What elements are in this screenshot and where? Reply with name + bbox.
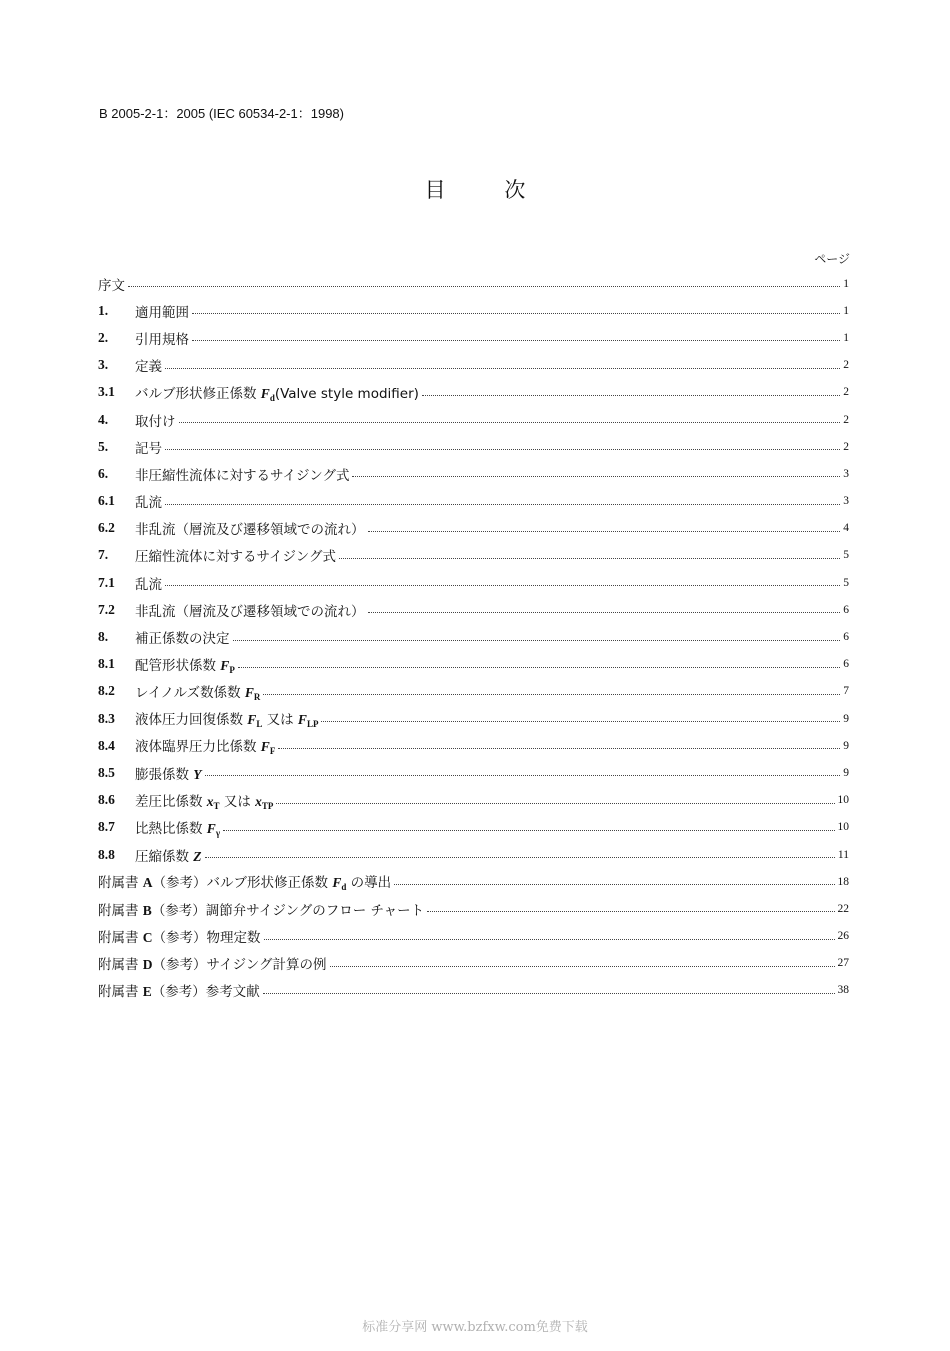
- dot-leader: [165, 585, 840, 586]
- toc-entry-text: バルブ形状修正係数: [135, 385, 261, 402]
- toc-entry[interactable]: [98, 297, 849, 324]
- toc-page-number: 1: [843, 277, 849, 290]
- toc-entry[interactable]: [98, 705, 849, 732]
- toc-entry[interactable]: [98, 542, 849, 569]
- dot-leader: [278, 748, 840, 749]
- toc-entry-title: [135, 845, 202, 865]
- watermark-footer: 标准分享网 www.bzfxw.com免费下载: [362, 1320, 588, 1335]
- annex-letter: B: [142, 902, 152, 918]
- toc-entry-text: 非乱流（層流及び遷移領域での流れ）: [135, 603, 365, 620]
- toc-entry-number: 7.: [98, 547, 109, 563]
- toc-page-number: 2: [843, 359, 849, 372]
- toc-entry[interactable]: [98, 433, 849, 460]
- toc-entry-title: [135, 545, 336, 565]
- dot-leader: [330, 966, 835, 967]
- toc-entry[interactable]: [98, 488, 849, 515]
- dot-leader: [368, 531, 841, 532]
- toc-page-number: 3: [843, 495, 849, 508]
- annex-letter: E: [142, 984, 152, 1000]
- math-subscript: P: [229, 664, 235, 675]
- toc-entry[interactable]: [98, 324, 849, 351]
- toc-entry-title: [135, 763, 202, 783]
- toc-entry[interactable]: [98, 515, 849, 542]
- toc-entry[interactable]: [98, 787, 849, 814]
- toc-page-number: 38: [837, 984, 849, 997]
- dot-leader: [192, 340, 840, 341]
- toc-entry-text: 乱流: [135, 576, 162, 593]
- toc-entry-title: [98, 274, 125, 294]
- dot-leader: [165, 368, 840, 369]
- math-subscript: γ: [215, 827, 221, 838]
- toc-page-number: 1: [843, 304, 849, 317]
- toc-entry-number: 8.8: [98, 846, 115, 862]
- toc-entry-text: レイノルズ数係数: [135, 684, 245, 701]
- toc-entry-number: 8.2: [98, 683, 115, 699]
- toc-entry[interactable]: [98, 977, 849, 1004]
- dot-leader: [394, 884, 834, 885]
- toc-entry-number: 8.7: [98, 819, 115, 835]
- math-subscript: d: [341, 882, 347, 893]
- toc-entry-text: 序文: [98, 277, 125, 294]
- toc-entry-number: 6.: [98, 465, 109, 481]
- dot-leader: [238, 667, 840, 668]
- toc-page-number: 9: [843, 766, 849, 779]
- toc-page-number: 22: [837, 902, 849, 915]
- toc-entry-title: [135, 627, 230, 647]
- toc-entry-text: 配管形状係数: [135, 657, 221, 674]
- math-subscript: LP: [306, 719, 319, 730]
- toc-page-number: 6: [843, 603, 849, 616]
- toc-page-number: 11: [837, 848, 849, 861]
- toc-entry-text: 適用範囲: [135, 304, 189, 321]
- toc-entry-title: [135, 437, 162, 457]
- math-subscript: TP: [261, 800, 274, 811]
- toc-entry[interactable]: [98, 379, 849, 406]
- toc-entry-text: 記号: [135, 440, 162, 457]
- toc-entry-text: 又は: [262, 712, 298, 729]
- math-symbol: F: [206, 820, 216, 836]
- toc-page-number: 2: [843, 440, 849, 453]
- toc-entry-title: [98, 899, 424, 919]
- toc-entry[interactable]: [98, 623, 849, 650]
- toc-entry-text: 附属書: [98, 902, 143, 919]
- toc-entry-title: [98, 980, 260, 1000]
- dot-leader: [128, 286, 840, 287]
- toc-page-number: 2: [843, 386, 849, 399]
- table-of-contents: [98, 270, 849, 1004]
- math-subscript: R: [253, 691, 261, 702]
- dot-leader: [339, 558, 840, 559]
- toc-entry-text: 膨張係数: [135, 766, 194, 783]
- toc-entry-title: [98, 926, 261, 946]
- toc-entry[interactable]: [98, 868, 849, 895]
- toc-entry-number: 2.: [98, 329, 109, 345]
- toc-entry-title: [135, 790, 273, 811]
- toc-entry-text: 引用規格: [135, 331, 189, 348]
- math-symbol: F: [297, 712, 307, 728]
- toc-page-number: 10: [837, 794, 849, 807]
- toc-entry[interactable]: [98, 569, 849, 596]
- toc-entry-title: [135, 573, 162, 593]
- toc-entry-number: 8.3: [98, 710, 115, 726]
- toc-page-number: 2: [843, 413, 849, 426]
- toc-entry[interactable]: [98, 596, 849, 623]
- toc-entry-number: 4.: [98, 411, 109, 427]
- math-subscript: d: [269, 392, 275, 403]
- dot-leader: [263, 993, 835, 994]
- toc-entry-title: [98, 871, 391, 892]
- page-column-label: ページ: [814, 252, 850, 266]
- math-subscript: L: [256, 719, 263, 730]
- toc-entry-number: 5.: [98, 438, 109, 454]
- toc-entry-text: 定義: [135, 359, 162, 376]
- toc-entry-title: [135, 355, 162, 375]
- math-symbol: F: [247, 712, 257, 728]
- toc-entry-title: [135, 301, 189, 321]
- toc-entry-title: [135, 817, 220, 838]
- toc-entry-text: 乱流: [135, 495, 162, 512]
- math-symbol: F: [332, 875, 342, 891]
- toc-entry-title: [135, 464, 349, 484]
- toc-entry-number: 3.: [98, 357, 109, 373]
- toc-entry[interactable]: [98, 352, 849, 379]
- math-symbol: Z: [193, 848, 202, 864]
- toc-entry-text: 非乱流（層流及び遷移領域での流れ）: [135, 522, 365, 539]
- math-subscript: F: [269, 746, 276, 757]
- document-header: B 2005-2-1：2005 (IEC 60534-2-1：1998): [99, 106, 344, 121]
- toc-entry-title: [135, 491, 162, 511]
- toc-page-number: 7: [843, 685, 849, 698]
- toc-entry-number: 8.6: [98, 792, 115, 808]
- toc-page-number: 6: [843, 658, 849, 671]
- toc-entry-title: [135, 708, 318, 729]
- toc-entry-number: 3.1: [98, 384, 115, 400]
- dot-leader: [192, 313, 840, 314]
- toc-page-number: 18: [837, 875, 849, 888]
- dot-leader: [223, 830, 834, 831]
- toc-entry-text: （参考）サイジング計算の例: [152, 957, 327, 974]
- toc-page-number: 1: [843, 331, 849, 344]
- toc-entry-text: （参考）物理定数: [152, 930, 261, 947]
- toc-entry-title: [135, 600, 365, 620]
- toc-entry-text: 附属書: [98, 930, 143, 947]
- dot-leader: [352, 476, 840, 477]
- math-symbol: F: [260, 385, 270, 401]
- toc-entry[interactable]: [98, 895, 849, 922]
- toc-entry[interactable]: [98, 950, 849, 977]
- toc-entry-title: [135, 518, 365, 538]
- toc-entry-text: 液体圧力回復係数: [135, 712, 248, 729]
- annex-letter: C: [142, 930, 153, 946]
- toc-entry-number: 7.2: [98, 601, 115, 617]
- toc-entry-text: 液体臨界圧力比係数: [135, 739, 261, 756]
- toc-entry-text: （参考）参考文献: [151, 984, 260, 1001]
- dot-leader: [264, 939, 835, 940]
- toc-entry[interactable]: [98, 814, 849, 841]
- toc-entry-number: 8.4: [98, 737, 115, 753]
- math-symbol: F: [244, 684, 254, 700]
- toc-entry-title: [135, 654, 235, 675]
- dot-leader: [233, 640, 841, 641]
- toc-entry-text: 又は: [219, 793, 256, 810]
- toc-page-number: 9: [843, 739, 849, 752]
- toc-entry[interactable]: [98, 270, 849, 297]
- toc-entry-text: 圧縮性流体に対するサイジング式: [135, 549, 336, 566]
- toc-entry-text: 非圧縮性流体に対するサイジング式: [135, 467, 350, 484]
- toc-entry-text: 圧縮係数: [135, 848, 194, 865]
- toc-entry-number: 8.1: [98, 656, 115, 672]
- toc-entry-text: (Valve style modifier): [274, 385, 419, 402]
- dot-leader: [276, 803, 834, 804]
- toc-entry-number: 1.: [98, 302, 109, 318]
- toc-entry-text: 差圧比係数: [135, 793, 207, 810]
- dot-leader: [205, 857, 835, 858]
- toc-entry-number: 8.5: [98, 764, 115, 780]
- toc-entry-text: 補正係数の決定: [135, 631, 230, 648]
- toc-page-number: 5: [843, 576, 849, 589]
- toc-entry-text: 附属書: [98, 957, 143, 974]
- toc-entry-number: 6.1: [98, 493, 115, 509]
- toc-page-number: 5: [843, 549, 849, 562]
- dot-leader: [179, 422, 841, 423]
- toc-entry-text: 附属書: [98, 984, 143, 1001]
- toc-entry[interactable]: [98, 406, 849, 433]
- math-symbol: F: [260, 739, 270, 755]
- toc-entry[interactable]: [98, 732, 849, 759]
- toc-entry-text: 附属書: [98, 875, 143, 892]
- math-symbol: x: [206, 793, 214, 809]
- toc-page-number: 9: [843, 712, 849, 725]
- toc-entry-number: 7.1: [98, 574, 115, 590]
- toc-entry[interactable]: [98, 923, 849, 950]
- toc-page-number: 10: [837, 821, 849, 834]
- dot-leader: [321, 721, 840, 722]
- toc-entry[interactable]: [98, 651, 849, 678]
- dot-leader: [205, 775, 841, 776]
- toc-entry[interactable]: [98, 460, 849, 487]
- dot-leader: [427, 911, 834, 912]
- toc-entry-text: （参考）バルブ形状修正係数: [152, 875, 333, 892]
- toc-entry[interactable]: [98, 678, 849, 705]
- dot-leader: [165, 504, 840, 505]
- toc-entry-title: [135, 410, 176, 430]
- annex-letter: D: [142, 957, 153, 973]
- dot-leader: [422, 395, 840, 396]
- toc-entry-title: [135, 681, 260, 702]
- toc-entry-text: 比熱比係数: [135, 820, 207, 837]
- math-symbol: Y: [193, 766, 202, 782]
- toc-entry-text: （参考）調節弁サイジングのフロー チャート: [151, 902, 425, 919]
- toc-page-number: 3: [843, 467, 849, 480]
- math-subscript: T: [213, 800, 220, 811]
- toc-entry-title: [135, 735, 275, 756]
- annex-letter: A: [142, 875, 153, 891]
- dot-leader: [368, 612, 841, 613]
- toc-entry-title: [135, 382, 419, 403]
- toc-entry[interactable]: [98, 841, 849, 868]
- toc-entry-text: 取付け: [135, 413, 176, 430]
- toc-entry-title: [98, 953, 327, 973]
- math-symbol: F: [220, 657, 230, 673]
- toc-page-number: 27: [837, 957, 849, 970]
- dot-leader: [165, 449, 840, 450]
- math-symbol: x: [255, 793, 262, 809]
- toc-page-number: 6: [843, 631, 849, 644]
- toc-page-number: 4: [843, 522, 849, 535]
- page-title: 目 次: [424, 178, 552, 202]
- toc-entry-title: [135, 328, 189, 348]
- toc-entry-number: 6.2: [98, 520, 115, 536]
- toc-entry-text: の導出: [346, 875, 392, 892]
- toc-entry-number: 8.: [98, 629, 109, 645]
- toc-entry[interactable]: [98, 759, 849, 786]
- toc-page-number: 26: [837, 930, 849, 943]
- dot-leader: [263, 694, 840, 695]
